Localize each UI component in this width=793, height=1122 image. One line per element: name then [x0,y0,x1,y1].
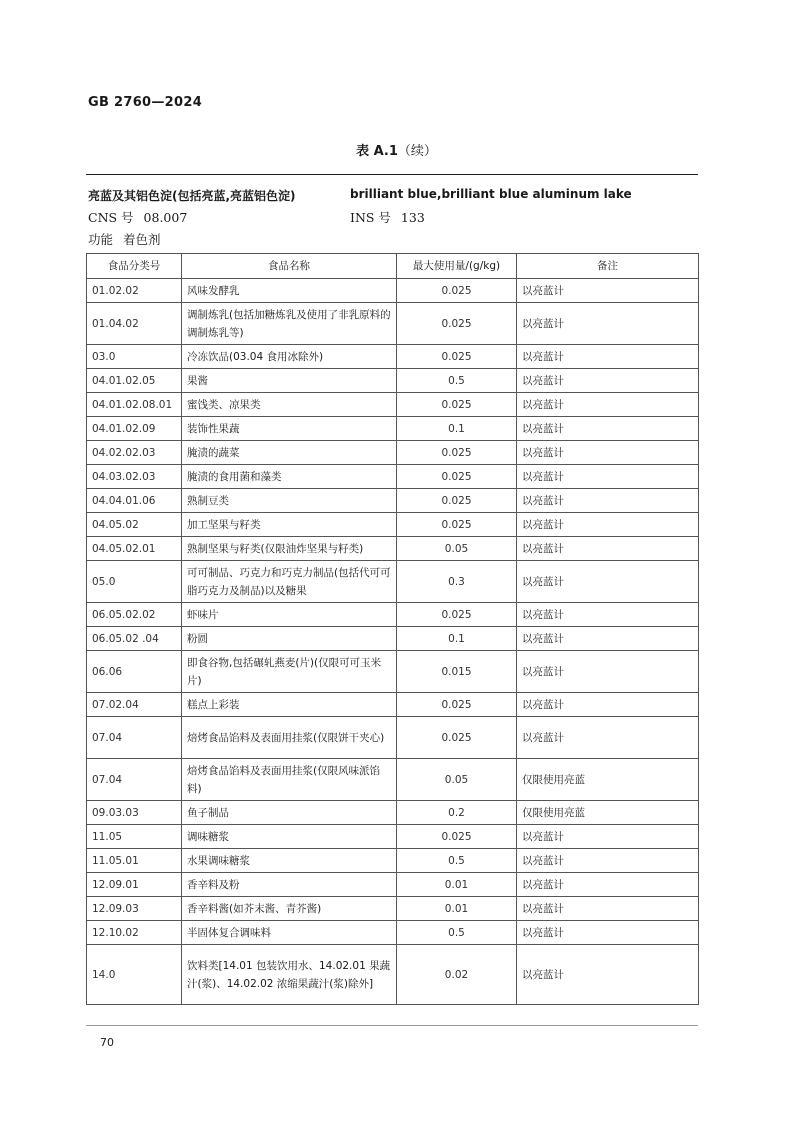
table-row [87,651,699,693]
note: 仅限使用亮蓝 [517,801,699,825]
max-amount: 0.025 [397,441,517,465]
max-amount: 0.1 [397,417,517,441]
table-caption [0,140,793,159]
cns-label: CNS 号 [88,210,134,225]
food-name: 冷冻饮品(03.04 食用冰除外) [182,345,397,369]
food-name: 焙烤食品馅料及表面用挂浆(仅限饼干夹心) [182,717,397,759]
table-row [87,717,699,759]
max-amount: 0.05 [397,759,517,801]
table-row [87,417,699,441]
table-row [87,825,699,849]
note: 以亮蓝计 [517,513,699,537]
max-amount: 0.025 [397,489,517,513]
food-name: 粉圆 [182,627,397,651]
note: 以亮蓝计 [517,825,699,849]
header-food-name: 食品名称 [182,254,397,279]
top-rule [86,174,698,175]
max-amount: 0.01 [397,873,517,897]
note: 以亮蓝计 [517,693,699,717]
food-category-code: 04.04.01.06 [87,489,182,513]
table-row [87,393,699,417]
table-row [87,801,699,825]
max-amount: 0.025 [397,603,517,627]
note: 以亮蓝计 [517,465,699,489]
note: 以亮蓝计 [517,921,699,945]
table-row [87,873,699,897]
max-amount: 0.015 [397,651,517,693]
max-amount: 0.3 [397,561,517,603]
food-category-code: 11.05.01 [87,849,182,873]
max-amount: 0.1 [397,627,517,651]
table-row [87,537,699,561]
food-category-code: 12.10.02 [87,921,182,945]
table-row [87,441,699,465]
food-category-code: 05.0 [87,561,182,603]
table-row [87,921,699,945]
food-category-code: 03.0 [87,345,182,369]
max-amount: 0.025 [397,465,517,489]
max-amount: 0.5 [397,369,517,393]
table-row [87,693,699,717]
table-row [87,465,699,489]
note: 以亮蓝计 [517,651,699,693]
table-row [87,561,699,603]
food-category-code: 01.04.02 [87,303,182,345]
ins-label: INS 号 [350,210,391,225]
table-row [87,603,699,627]
max-amount: 0.025 [397,345,517,369]
function-label: 功能 [88,232,114,247]
food-name: 焙烤食品馅料及表面用挂浆(仅限风味派馅料) [182,759,397,801]
note: 以亮蓝计 [517,417,699,441]
table-row [87,489,699,513]
food-name: 饮料类[14.01 包装饮用水、14.02.01 果蔬汁(浆)、14.02.02 浓缩果蔬汁(浆)除外] [182,945,397,1005]
note: 以亮蓝计 [517,393,699,417]
table-row [87,513,699,537]
max-amount: 0.5 [397,921,517,945]
food-name: 水果调味糖浆 [182,849,397,873]
food-category-code: 12.09.01 [87,873,182,897]
max-amount: 0.025 [397,393,517,417]
food-name: 腌渍的蔬菜 [182,441,397,465]
table-row [87,627,699,651]
food-name: 装饰性果蔬 [182,417,397,441]
food-name: 熟制豆类 [182,489,397,513]
max-amount: 0.025 [397,825,517,849]
max-amount: 0.025 [397,279,517,303]
food-category-code: 01.02.02 [87,279,182,303]
food-category-code: 06.05.02 .04 [87,627,182,651]
food-name: 熟制坚果与籽类(仅限油炸坚果与籽类) [182,537,397,561]
note: 以亮蓝计 [517,279,699,303]
note: 以亮蓝计 [517,537,699,561]
food-category-code: 07.02.04 [87,693,182,717]
food-name: 腌渍的食用菌和藻类 [182,465,397,489]
table-row [87,945,699,1005]
table-row [87,849,699,873]
food-name: 半固体复合调味料 [182,921,397,945]
note: 以亮蓝计 [517,345,699,369]
food-category-code: 07.04 [87,717,182,759]
food-category-code: 04.03.02.03 [87,465,182,489]
note: 以亮蓝计 [517,369,699,393]
note: 以亮蓝计 [517,897,699,921]
note: 以亮蓝计 [517,627,699,651]
max-amount: 0.025 [397,693,517,717]
food-category-code: 07.04 [87,759,182,801]
food-category-code: 11.05 [87,825,182,849]
header-note: 备注 [517,254,699,279]
page-number: 70 [100,1036,114,1049]
table-row [87,303,699,345]
food-name: 可可制品、巧克力和巧克力制品(包括代可可脂巧克力及制品)以及糖果 [182,561,397,603]
food-category-code: 06.05.02.02 [87,603,182,627]
note: 以亮蓝计 [517,303,699,345]
food-category-code: 06.06 [87,651,182,693]
food-name: 鱼子制品 [182,801,397,825]
ins-value: 133 [400,210,425,225]
note: 以亮蓝计 [517,717,699,759]
max-amount: 0.01 [397,897,517,921]
max-amount: 0.5 [397,849,517,873]
note: 以亮蓝计 [517,945,699,1005]
header-food-category: 食品分类号 [87,254,182,279]
food-category-code: 12.09.03 [87,897,182,921]
food-name: 即食谷物,包括碾轧燕麦(片)(仅限可可玉米片) [182,651,397,693]
note: 仅限使用亮蓝 [517,759,699,801]
table-row [87,897,699,921]
note: 以亮蓝计 [517,441,699,465]
max-amount: 0.025 [397,513,517,537]
standard-code: GB 2760—2024 [88,95,203,110]
note: 以亮蓝计 [517,849,699,873]
food-name: 加工坚果与籽类 [182,513,397,537]
food-name: 风味发酵乳 [182,279,397,303]
header-max-amount: 最大使用量/(g/kg) [397,254,517,279]
food-name: 糕点上彩装 [182,693,397,717]
food-name: 蜜饯类、凉果类 [182,393,397,417]
max-amount: 0.02 [397,945,517,1005]
ins-number [350,208,425,226]
max-amount: 0.025 [397,717,517,759]
table-row [87,279,699,303]
table-row [87,759,699,801]
food-name: 虾味片 [182,603,397,627]
usage-table [86,253,699,1005]
table-caption-label: 表 A.1 [356,144,398,159]
max-amount: 0.025 [397,303,517,345]
food-category-code: 04.02.02.03 [87,441,182,465]
cns-value: 08.007 [143,210,188,225]
function-value: 着色剂 [123,232,161,247]
table-caption-suffix: （续） [397,144,437,159]
function [88,230,161,248]
note: 以亮蓝计 [517,873,699,897]
food-name: 香辛料酱(如芥末酱、青芥酱) [182,897,397,921]
note: 以亮蓝计 [517,561,699,603]
food-name: 调味糖浆 [182,825,397,849]
food-category-code: 04.01.02.08.01 [87,393,182,417]
note: 以亮蓝计 [517,603,699,627]
food-name: 香辛料及粉 [182,873,397,897]
table-header-row [87,254,699,279]
food-category-code: 14.0 [87,945,182,1005]
food-name: 调制炼乳(包括加糖炼乳及使用了非乳原料的调制炼乳等) [182,303,397,345]
max-amount: 0.2 [397,801,517,825]
additive-name-cn: 亮蓝及其铝色淀(包括亮蓝,亮蓝铝色淀) [88,189,296,203]
footer-rule [86,1025,698,1026]
food-category-code: 04.01.02.05 [87,369,182,393]
additive-name-en: brilliant blue,brilliant blue aluminum lake [350,187,632,201]
food-category-code: 09.03.03 [87,801,182,825]
food-category-code: 04.01.02.09 [87,417,182,441]
table-row [87,345,699,369]
table-row [87,369,699,393]
food-category-code: 04.05.02 [87,513,182,537]
note: 以亮蓝计 [517,489,699,513]
food-category-code: 04.05.02.01 [87,537,182,561]
food-name: 果酱 [182,369,397,393]
cns-number [88,208,187,226]
max-amount: 0.05 [397,537,517,561]
